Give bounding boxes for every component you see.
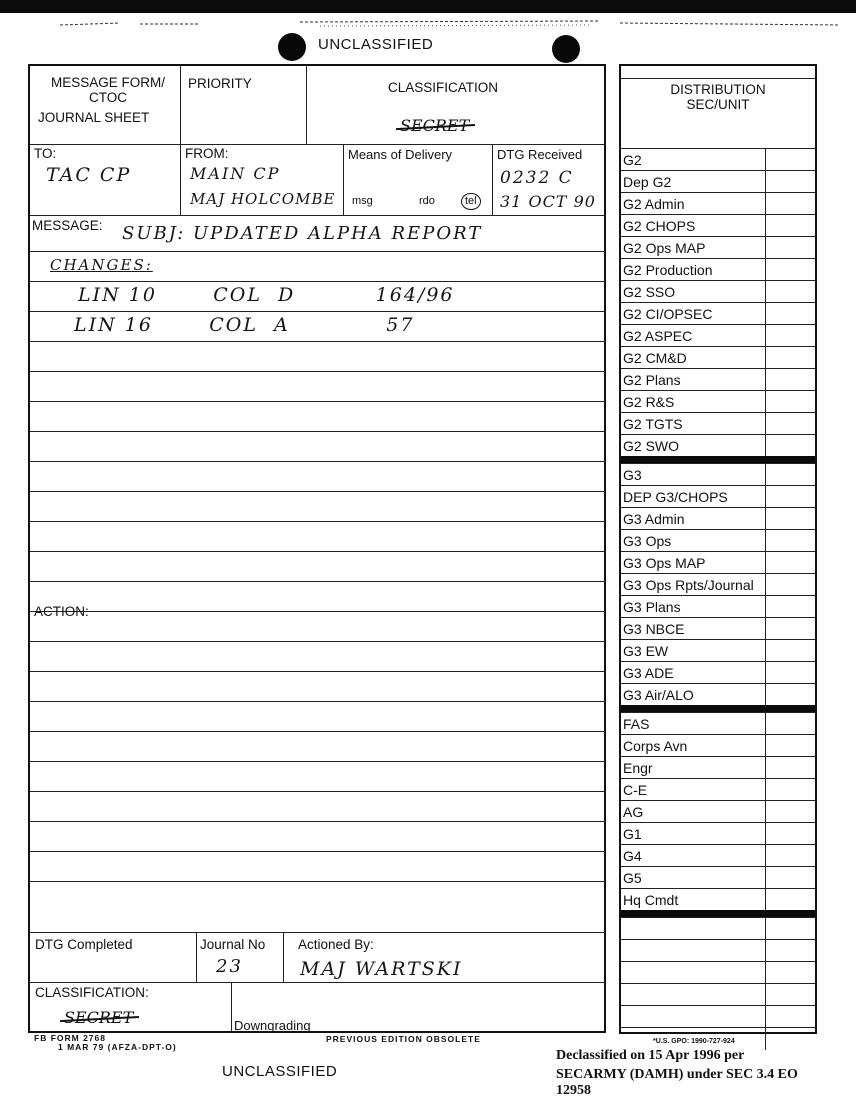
distribution-row-label: G3 Plans [623, 599, 681, 615]
distribution-check-cell[interactable] [765, 464, 766, 486]
distribution-row [621, 148, 815, 170]
distribution-row [621, 214, 815, 236]
distribution-row [621, 888, 815, 910]
distribution-row [621, 734, 815, 756]
scan-noise [0, 16, 856, 30]
ruled-line [30, 461, 606, 462]
ruled-line [30, 551, 606, 552]
message-changes-heading: CHANGES: [50, 256, 153, 274]
ruled-line [30, 311, 606, 312]
distribution-check-cell[interactable] [765, 918, 766, 940]
distribution-check-cell[interactable] [765, 259, 766, 281]
distribution-check-cell[interactable] [765, 486, 766, 508]
distribution-check-cell[interactable] [765, 530, 766, 552]
distribution-row-label: G5 [623, 870, 642, 886]
distribution-check-cell[interactable] [765, 149, 766, 171]
distribution-row [621, 961, 815, 983]
priority-label: PRIORITY [188, 76, 252, 91]
punch-hole-left [278, 33, 306, 61]
distribution-row [621, 368, 815, 390]
declass-line-2: SECARMY (DAMH) under SEC 3.4 EO [556, 1067, 798, 1082]
ruled-line [30, 701, 606, 702]
distribution-row [621, 712, 815, 734]
distribution-row-label: G2 Ops MAP [623, 240, 706, 256]
declass-line-3: 12958 [556, 1083, 591, 1098]
ruled-line [30, 791, 606, 792]
distribution-row-label: G2 ASPEC [623, 328, 693, 344]
dtg-received-label: DTG Received [497, 147, 583, 162]
distribution-check-cell[interactable] [765, 940, 766, 962]
from-value-line-2: MAJ HOLCOMBE [190, 190, 336, 208]
distribution-row [621, 390, 815, 412]
distribution-check-cell[interactable] [765, 508, 766, 530]
distribution-row-label: AG [623, 804, 644, 820]
classification-banner-bottom: UNCLASSIFIED [222, 1063, 338, 1080]
distribution-check-cell[interactable] [765, 640, 766, 662]
ruled-line [30, 251, 606, 252]
distribution-row [621, 800, 815, 822]
distribution-row-label: G2 SWO [623, 438, 680, 454]
journal-no-label: Journal No [200, 937, 266, 952]
scan-top-bar [0, 0, 856, 13]
distribution-check-cell[interactable] [765, 193, 766, 215]
form-id-line-2: 1 MAR 79 (AFZA-DPT-O) [58, 1042, 177, 1052]
distribution-row [621, 463, 815, 485]
distribution-row-label: Corps Avn [623, 738, 688, 754]
distribution-row [621, 551, 815, 573]
distribution-check-cell[interactable] [765, 391, 766, 413]
distribution-check-cell[interactable] [765, 325, 766, 347]
distribution-row-label: G3 [623, 467, 642, 483]
distribution-row [621, 822, 815, 844]
distribution-check-cell[interactable] [765, 369, 766, 391]
punch-hole-right [552, 35, 580, 63]
distribution-row-label: G2 [623, 152, 642, 168]
ruled-line [30, 641, 606, 642]
ruled-line [30, 281, 606, 282]
distribution-row-label: G3 NBCE [623, 621, 685, 637]
distribution-row-label: G2 SSO [623, 284, 676, 300]
distribution-row [621, 573, 815, 595]
distribution-row-label: Dep G2 [623, 174, 672, 190]
distribution-check-cell[interactable] [765, 574, 766, 596]
distribution-row [621, 983, 815, 1005]
dtg-completed-label: DTG Completed [35, 937, 133, 952]
distribution-header-line-1: DISTRIBUTION [670, 82, 766, 97]
distribution-row [621, 778, 815, 800]
actioned-by-value: MAJ WARTSKI [300, 958, 463, 980]
distribution-check-cell[interactable] [765, 735, 766, 757]
form-title-line-1: MESSAGE FORM/ [50, 75, 165, 90]
form-title [38, 75, 178, 125]
distribution-row [621, 412, 815, 434]
distribution-row-label: G2 CI/OPSEC [623, 306, 713, 322]
classification-banner-top: UNCLASSIFIED [318, 36, 434, 53]
ruled-line [30, 671, 606, 672]
ruled-line [30, 761, 606, 762]
distribution-row [621, 1005, 815, 1027]
distribution-check-cell[interactable] [765, 171, 766, 193]
distribution-row [621, 346, 815, 368]
distribution-row-label: G1 [623, 826, 642, 842]
distribution-row [621, 617, 815, 639]
distribution-row [621, 485, 815, 507]
distribution-check-cell[interactable] [765, 347, 766, 369]
distribution-row [621, 756, 815, 778]
distribution-check-cell[interactable] [765, 237, 766, 259]
distribution-check-cell[interactable] [765, 823, 766, 845]
message-form [28, 64, 606, 1033]
distribution-check-cell[interactable] [765, 215, 766, 237]
means-option-tel: tel [461, 193, 481, 210]
distribution-check-cell[interactable] [765, 984, 766, 1006]
distribution-row-label: G3 Air/ALO [623, 687, 694, 703]
distribution-row-label: G3 Ops MAP [623, 555, 706, 571]
distribution-check-cell[interactable] [765, 303, 766, 325]
declass-line-1: Declassified on 15 Apr 1996 per [556, 1048, 745, 1063]
distribution-row-label: G2 Production [623, 262, 713, 278]
distribution-check-cell[interactable] [765, 552, 766, 574]
distribution-row [621, 595, 815, 617]
distribution-check-cell[interactable] [765, 684, 766, 706]
to-value: TAC CP [46, 164, 132, 186]
distribution-row [621, 280, 815, 302]
classification-value-struck: SECRET [400, 116, 470, 135]
form-id-line-1: FB FORM 2768 [34, 1033, 106, 1043]
distribution-check-cell[interactable] [765, 596, 766, 618]
action-label: ACTION: [34, 604, 89, 619]
distribution-row [621, 844, 815, 866]
distribution-check-cell[interactable] [765, 889, 766, 911]
distribution-row [621, 917, 815, 939]
ruled-line [30, 581, 606, 582]
distribution-row [621, 529, 815, 551]
distribution-check-cell[interactable] [765, 757, 766, 779]
distribution-row-label: Hq Cmdt [623, 892, 679, 908]
ruled-line [30, 431, 606, 432]
message-change-line-2: LIN 16 COL A 57 [74, 314, 415, 336]
distribution-check-cell[interactable] [765, 845, 766, 867]
from-value-line-1: MAIN CP [190, 164, 281, 183]
dtg-received-time: 0232 C [500, 168, 574, 188]
message-label: MESSAGE: [32, 218, 103, 233]
distribution-divider [621, 705, 815, 712]
distribution-row-label: G3 Ops Rpts/Journal [623, 577, 754, 593]
dtg-received-date: 31 OCT 90 [500, 192, 596, 211]
from-label: FROM: [185, 146, 229, 161]
downgrading-label: Downgrading [234, 1018, 311, 1033]
distribution-row-label: G2 Admin [623, 196, 685, 212]
gpo-imprint: *U.S. GPO: 1990-727-924 [653, 1038, 735, 1045]
ruled-line [30, 401, 606, 402]
bottom-classification-label: CLASSIFICATION: [35, 985, 149, 1000]
distribution-panel [619, 64, 817, 1034]
distribution-row [621, 324, 815, 346]
distribution-row [621, 170, 815, 192]
means-of-delivery-label: Means of Delivery [348, 147, 453, 162]
distribution-row-label: FAS [623, 716, 650, 732]
ruled-line [30, 851, 606, 852]
distribution-row-label: G2 R&S [623, 394, 675, 410]
distribution-row [621, 661, 815, 683]
ruled-line [30, 881, 606, 882]
journal-no-value: 23 [216, 956, 243, 977]
distribution-row-label: G2 TGTS [623, 416, 683, 432]
ruled-line [30, 371, 606, 372]
form-id [34, 1034, 177, 1052]
classification-label: CLASSIFICATION [388, 80, 499, 95]
distribution-row [621, 302, 815, 324]
distribution-row-label: G3 EW [623, 643, 669, 659]
previous-edition-notice: PREVIOUS EDITION OBSOLETE [326, 1034, 481, 1044]
bottom-classification-struck: SECRET [64, 1008, 134, 1027]
form-title-line-3: JOURNAL SHEET [38, 110, 150, 125]
distribution-row-label: G3 Ops [623, 533, 672, 549]
distribution-row [621, 683, 815, 705]
actioned-by-label: Actioned By: [298, 937, 374, 952]
distribution-header [621, 82, 815, 112]
distribution-check-cell[interactable] [765, 779, 766, 801]
distribution-check-cell[interactable] [765, 662, 766, 684]
distribution-check-cell[interactable] [765, 801, 766, 823]
ruled-line [30, 521, 606, 522]
distribution-check-cell[interactable] [765, 1006, 766, 1028]
ruled-line [30, 491, 606, 492]
message-change-line-1: LIN 10 COL D 164/96 [78, 284, 455, 306]
distribution-check-cell[interactable] [765, 618, 766, 640]
message-subject: SUBJ: UPDATED ALPHA REPORT [122, 223, 483, 244]
distribution-row-label: G2 Plans [623, 372, 681, 388]
declassification-stamp [556, 1046, 798, 1098]
distribution-row [621, 258, 815, 280]
distribution-row [621, 434, 815, 456]
means-option-rdo: rdo [419, 195, 435, 207]
distribution-row-label: G2 CHOPS [623, 218, 696, 234]
distribution-row [621, 939, 815, 961]
ruled-line [30, 341, 606, 342]
distribution-divider [621, 456, 815, 463]
distribution-check-cell[interactable] [765, 962, 766, 984]
distribution-row-label: G3 Admin [623, 511, 685, 527]
distribution-row [621, 507, 815, 529]
distribution-row-label: DEP G3/CHOPS [623, 489, 728, 505]
distribution-header-line-2: SEC/UNIT [686, 97, 750, 112]
distribution-row-label: G3 ADE [623, 665, 674, 681]
distribution-divider [621, 910, 815, 917]
ruled-line [30, 611, 606, 612]
distribution-row-label: C-E [623, 782, 648, 798]
distribution-check-cell[interactable] [765, 281, 766, 303]
distribution-check-cell[interactable] [765, 713, 766, 735]
distribution-row [621, 639, 815, 661]
ruled-line [30, 731, 606, 732]
distribution-row [621, 192, 815, 214]
distribution-row [621, 866, 815, 888]
distribution-row-label: G2 CM&D [623, 350, 687, 366]
to-label: TO: [34, 146, 57, 161]
means-option-msg: msg [352, 195, 373, 207]
distribution-row-label: Engr [623, 760, 653, 776]
form-title-line-2: CTOC [88, 90, 127, 105]
distribution-row-label: G4 [623, 848, 642, 864]
ruled-line [30, 821, 606, 822]
distribution-check-cell[interactable] [765, 435, 766, 457]
distribution-row [621, 236, 815, 258]
distribution-check-cell[interactable] [765, 867, 766, 889]
distribution-check-cell[interactable] [765, 413, 766, 435]
